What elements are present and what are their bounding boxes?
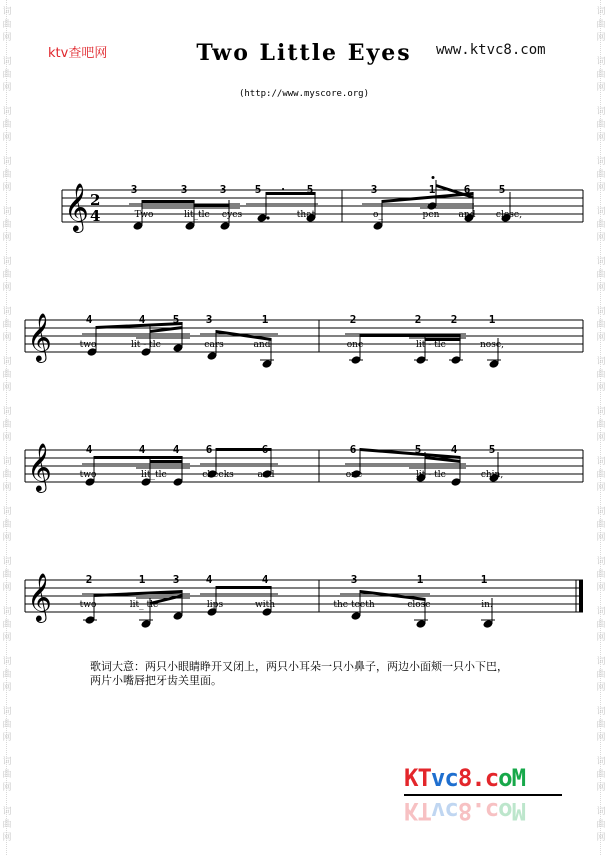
logo-letter: . (471, 797, 485, 825)
watermark-glyph: 网 (2, 433, 12, 443)
music-system-4 (0, 507, 608, 650)
watermark-glyph: 词 (596, 7, 606, 17)
jianpu-note: 1 (261, 313, 269, 326)
watermark-glyph: 网 (596, 233, 606, 243)
staff-svg (0, 120, 608, 260)
watermark-glyph: 网 (2, 233, 12, 243)
watermark-glyph: 词 (596, 607, 606, 617)
jianpu-note: 3 (350, 573, 358, 586)
logo-letter: c (444, 797, 458, 825)
lyric-word: and (458, 210, 476, 220)
jianpu-note: 3 (130, 183, 138, 196)
watermark-glyph: 网 (2, 683, 12, 693)
jianpu-note: 2 (349, 313, 357, 326)
lyric-word: lit_tle (184, 210, 210, 220)
lyric-word: o_ (373, 210, 383, 220)
lyric-word: that (296, 210, 316, 220)
watermark-glyph: 词 (2, 157, 12, 167)
jianpu-note: 3 (180, 183, 188, 196)
watermark-glyph: 曲 (2, 820, 12, 830)
watermark-glyph: 网 (2, 333, 12, 343)
watermark-glyph: 曲 (2, 670, 12, 680)
lyric-word: cheeks (202, 470, 234, 480)
watermark-glyph: 词 (2, 257, 12, 267)
watermark-glyph: 网 (2, 133, 12, 143)
watermark-glyph: 曲 (596, 20, 606, 30)
lyric-word: chin, (480, 470, 504, 480)
lyric-word: the teeth (333, 600, 375, 610)
watermark-glyph: 词 (2, 657, 12, 667)
watermark-glyph: 曲 (2, 570, 12, 580)
watermark-glyph: 网 (2, 783, 12, 793)
watermark-glyph: 网 (2, 633, 12, 643)
watermark-glyph: 网 (2, 483, 12, 493)
logo-letter: o (498, 764, 512, 792)
lyric-word: one (345, 470, 363, 480)
watermark-glyph: 网 (596, 633, 606, 643)
watermark-glyph: 曲 (596, 320, 606, 330)
watermark-glyph: 曲 (596, 820, 606, 830)
watermark-glyph: 曲 (596, 670, 606, 680)
jianpu-note: 6 (463, 183, 471, 196)
watermark-glyph: 网 (2, 283, 12, 293)
logo-letter: c (484, 797, 499, 825)
jianpu-note: 1 (138, 573, 146, 586)
lyric-word: close, (495, 210, 523, 220)
watermark-glyph: 网 (2, 583, 12, 593)
sixteenth-beam (150, 460, 183, 463)
logo-letter: K (404, 764, 418, 792)
lyric-meaning-line-2: 两片小嘴唇把牙齿关里面。 (90, 674, 222, 687)
lyric-meaning-line-1: 歌词大意：两只小眼睛睁开又闭上，两只小耳朵一只小鼻子，两边小面颊一只小下巴， (90, 660, 508, 673)
time-signature-bottom: 4 (90, 207, 101, 225)
watermark-glyph: 网 (596, 333, 606, 343)
lyric-word: lit - tle (416, 470, 446, 480)
watermark-glyph: 曲 (2, 270, 12, 280)
ktvc8-logo (404, 764, 564, 824)
logo-letter: v (430, 764, 445, 792)
lyric-word: lit_tle (141, 470, 167, 480)
watermark-glyph: 词 (596, 257, 606, 267)
watermark-glyph: 词 (2, 607, 12, 617)
logo-letter: . (471, 764, 485, 792)
watermark-glyph: 词 (2, 707, 12, 717)
music-system-1 (0, 120, 608, 260)
logo-letter: v (430, 797, 445, 825)
jianpu-octave-dot (432, 176, 435, 179)
watermark-glyph: 词 (596, 107, 606, 117)
watermark-glyph: 曲 (2, 770, 12, 780)
logo-letter: o (498, 797, 512, 825)
jianpu-note: 6 (349, 443, 357, 456)
watermark-glyph: 词 (2, 757, 12, 767)
watermark-glyph: 曲 (596, 620, 606, 630)
logo-underline (404, 794, 562, 796)
watermark-glyph: 曲 (2, 720, 12, 730)
watermark-glyph: 曲 (596, 370, 606, 380)
jianpu-note: 4 (450, 443, 458, 456)
lyric-word: nose, (479, 340, 505, 350)
watermark-glyph: 词 (596, 307, 606, 317)
watermark-glyph: 网 (596, 833, 606, 843)
source-url: (http://www.myscore.org) (238, 89, 370, 99)
logo-letter: M (511, 797, 526, 825)
watermark-glyph: 词 (596, 807, 606, 817)
watermark-glyph: 曲 (2, 520, 12, 530)
jianpu-note: 4 (205, 573, 213, 586)
watermark-glyph: 曲 (596, 520, 606, 530)
jianpu-note: 1 (428, 183, 436, 196)
jianpu-note: 4 (85, 313, 93, 326)
watermark-glyph: 词 (2, 457, 12, 467)
watermark-glyph: 词 (596, 57, 606, 67)
jianpu-note: 3 (172, 573, 180, 586)
watermark-glyph: 网 (2, 33, 12, 43)
watermark-glyph: 曲 (596, 420, 606, 430)
watermark-glyph: 网 (596, 583, 606, 593)
lyric-word: with (255, 600, 275, 610)
watermark-glyph: 网 (2, 383, 12, 393)
logo-letter: T (417, 797, 431, 825)
logo-letter: 8 (457, 797, 472, 825)
watermark-glyph: 词 (2, 807, 12, 817)
jianpu-note: 5 (306, 183, 314, 196)
logo-letter: c (444, 764, 458, 792)
treble-clef: 𝄞 (27, 572, 52, 621)
jianpu-note: 5 (414, 443, 422, 456)
brand-right-url[interactable]: www.ktvc8.com (436, 42, 546, 58)
jianpu-note: 2 (85, 573, 93, 586)
jianpu-note: 1 (416, 573, 424, 586)
watermark-glyph: 词 (596, 507, 606, 517)
watermark-glyph: 词 (596, 757, 606, 767)
lyric-word: lit_ tle (129, 600, 159, 610)
watermark-glyph: 网 (596, 683, 606, 693)
watermark-glyph: 曲 (596, 770, 606, 780)
lyric-word: ears (204, 340, 224, 350)
logo-reflection (404, 797, 525, 825)
watermark-glyph: 曲 (596, 270, 606, 280)
jianpu-note: 3 (205, 313, 213, 326)
watermark-glyph: 词 (2, 207, 12, 217)
beam (216, 586, 272, 589)
jianpu-note: 2 (414, 313, 422, 326)
watermark-glyph: 词 (596, 207, 606, 217)
watermark-glyph: 词 (2, 507, 12, 517)
watermark-glyph: 词 (2, 307, 12, 317)
watermark-glyph: 网 (596, 183, 606, 193)
watermark-glyph: 词 (596, 157, 606, 167)
logo-letter: 8 (457, 764, 472, 792)
music-system-3 (0, 380, 608, 520)
augmentation-dot (266, 216, 269, 219)
watermark-glyph: 词 (596, 707, 606, 717)
lyric-word: Two (134, 210, 154, 220)
lyric-word: lit - tle (131, 340, 161, 350)
jianpu-note: · (279, 183, 287, 196)
watermark-glyph: 网 (596, 133, 606, 143)
logo-letter: c (484, 764, 499, 792)
watermark-glyph: 曲 (596, 470, 606, 480)
treble-clef: 𝄞 (27, 442, 52, 491)
jianpu-note: 4 (172, 443, 180, 456)
watermark-glyph: 词 (596, 557, 606, 567)
watermark-glyph: 词 (2, 107, 12, 117)
jianpu-note: 5 (488, 443, 496, 456)
watermark-glyph: 网 (596, 383, 606, 393)
watermark-glyph: 曲 (596, 170, 606, 180)
watermark-glyph: 曲 (2, 470, 12, 480)
watermark-glyph: 曲 (2, 120, 12, 130)
lyric-word: and (257, 470, 275, 480)
logo-letter: M (511, 764, 526, 792)
watermark-glyph: 网 (596, 783, 606, 793)
final-bar-thick (579, 580, 583, 612)
watermark-glyph: 曲 (596, 570, 606, 580)
watermark-glyph: 网 (2, 533, 12, 543)
jianpu-note: 5 (498, 183, 506, 196)
treble-clef: 𝄞 (64, 182, 89, 231)
lyric-word: lips (206, 600, 224, 610)
watermark-glyph: 网 (2, 833, 12, 843)
jianpu-note: 4 (138, 313, 146, 326)
watermark-glyph: 网 (596, 733, 606, 743)
logo-letter: K (404, 797, 418, 825)
watermark-glyph: 网 (2, 183, 12, 193)
watermark-glyph: 曲 (2, 220, 12, 230)
beam (94, 456, 183, 459)
watermark-glyph: 曲 (2, 70, 12, 80)
watermark-glyph: 网 (596, 533, 606, 543)
watermark-glyph: 网 (596, 33, 606, 43)
watermark-glyph: 曲 (2, 170, 12, 180)
time-signature-top: 2 (90, 191, 101, 209)
jianpu-note: 6 (261, 443, 269, 456)
watermark-glyph: 词 (2, 357, 12, 367)
jianpu-note: 4 (138, 443, 146, 456)
treble-clef: 𝄞 (27, 312, 52, 361)
watermark-glyph: 网 (596, 433, 606, 443)
jianpu-note: 5 (172, 313, 180, 326)
watermark-glyph: 曲 (596, 120, 606, 130)
watermark-glyph: 词 (2, 557, 12, 567)
watermark-glyph: 词 (596, 657, 606, 667)
watermark-glyph: 词 (2, 7, 12, 17)
watermark-glyph: 词 (596, 407, 606, 417)
watermark-glyph: 曲 (2, 320, 12, 330)
lyric-word: two (79, 340, 97, 350)
watermark-glyph: 词 (596, 357, 606, 367)
watermark-glyph: 词 (2, 407, 12, 417)
watermark-glyph: 词 (2, 57, 12, 67)
logo-letter: T (417, 764, 431, 792)
lyric-word: close (407, 600, 431, 610)
watermark-glyph: 曲 (596, 220, 606, 230)
watermark-glyph: 网 (2, 733, 12, 743)
lyric-word: one (346, 340, 364, 350)
lyric-word: two (79, 470, 97, 480)
watermark-glyph: 曲 (2, 420, 12, 430)
lyric-word: in. (481, 600, 493, 610)
lyric-word: pen (422, 210, 440, 220)
watermark-glyph: 网 (596, 283, 606, 293)
jianpu-note: 3 (370, 183, 378, 196)
lyric-word: two (79, 600, 97, 610)
jianpu-note: 4 (261, 573, 269, 586)
music-system-2 (0, 250, 608, 390)
song-title: Two Little Eyes (196, 40, 412, 66)
lyric-word: and (253, 340, 271, 350)
jianpu-note: 1 (480, 573, 488, 586)
sixteenth-beam (150, 326, 183, 333)
watermark-glyph: 曲 (2, 620, 12, 630)
watermark-glyph: 网 (596, 483, 606, 493)
jianpu-note: 1 (488, 313, 496, 326)
jianpu-note: 4 (85, 443, 93, 456)
lyric-meaning (90, 660, 570, 688)
watermark-glyph: 曲 (2, 370, 12, 380)
jianpu-note: 3 (219, 183, 227, 196)
lyric-word: eyes (221, 210, 243, 220)
lyric-word: lit - tle (416, 340, 446, 350)
watermark-glyph: 网 (2, 83, 12, 93)
brand-left-label[interactable]: ktv查吧网 (48, 46, 108, 61)
watermark-glyph: 曲 (2, 20, 12, 30)
watermark-glyph: 词 (596, 457, 606, 467)
watermark-glyph: 曲 (596, 70, 606, 80)
jianpu-note: 5 (254, 183, 262, 196)
watermark-glyph: 网 (596, 83, 606, 93)
beam (142, 200, 195, 203)
jianpu-note: 6 (205, 443, 213, 456)
logo-text (404, 764, 525, 792)
watermark-glyph: 曲 (596, 720, 606, 730)
jianpu-note: 2 (450, 313, 458, 326)
